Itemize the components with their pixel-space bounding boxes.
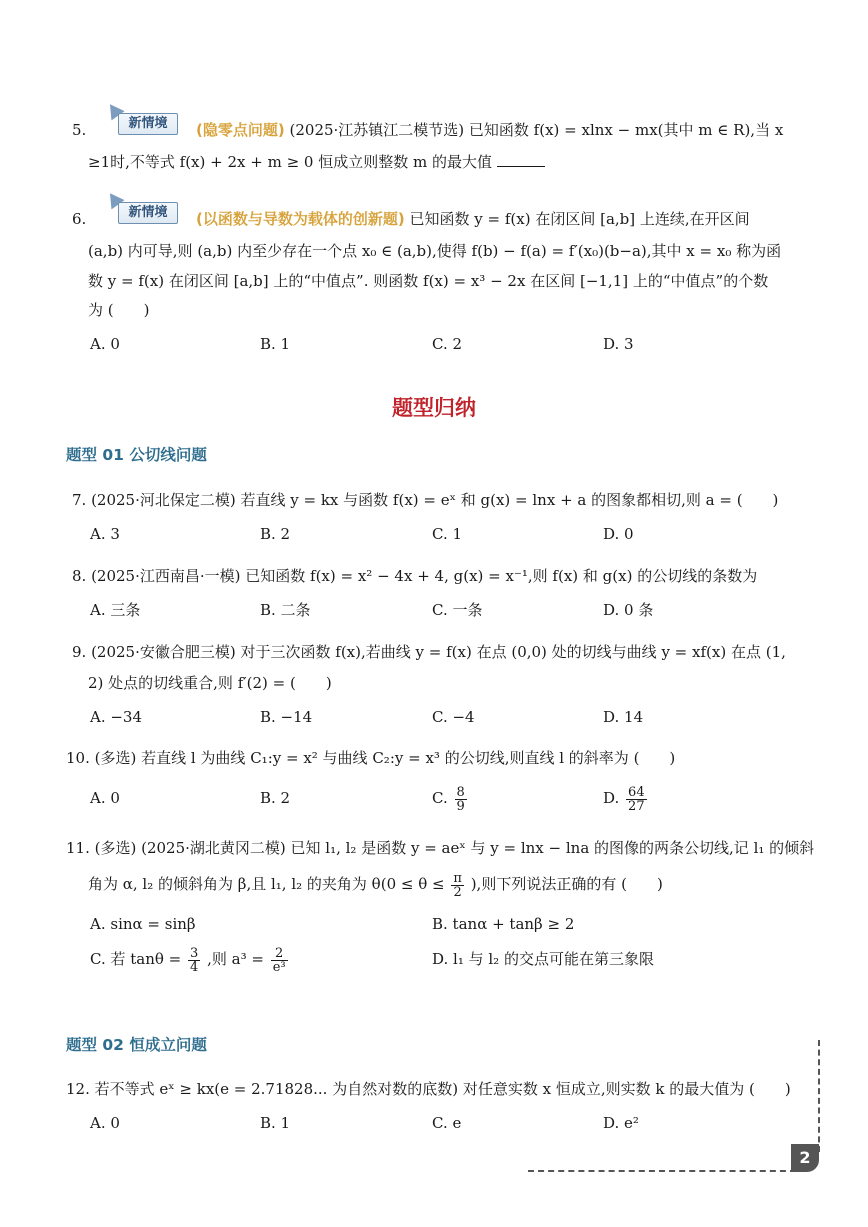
q6-line3: 数 y = f(x) 在闭区间 [a,b] 上的“中值点”. 则函数 f(x) = x³ − 2x 在区间 [−1,1] 上的“中值点”的个数 [88, 272, 769, 290]
q11-option-c-part2: ,则 a³ = [207, 950, 264, 968]
page-border-horizontal [528, 1170, 796, 1172]
denominator: e³ [272, 959, 286, 975]
q10-option-c-fraction [455, 786, 467, 813]
q6-line4: 为 ( ) [88, 301, 150, 319]
q10-option-a[interactable]: A. 0 [90, 789, 120, 807]
q10-option-d[interactable] [603, 778, 649, 818]
q9-option-a[interactable]: A. −34 [90, 708, 143, 726]
denominator: 2 [453, 884, 462, 900]
q10-option-d-fraction [626, 786, 647, 813]
q12-option-c[interactable]: C. e [432, 1114, 462, 1132]
q11-option-b[interactable]: B. tanα + tanβ ≥ 2 [432, 915, 575, 933]
denominator: 27 [628, 798, 645, 814]
q8-text: 8. (2025·江西南昌·一模) 已知函数 f(x) = x² − 4x + 4, g(x) = x⁻¹,则 f(x) 和 g(x) 的公切线的条数为 [72, 567, 758, 585]
numerator: π [453, 870, 462, 886]
q6-option-d[interactable]: D. 3 [603, 335, 634, 353]
q11-option-c-fraction1 [188, 947, 200, 974]
q8-option-d[interactable]: D. 0 条 [603, 601, 654, 619]
q6-option-b[interactable]: B. 1 [260, 335, 291, 353]
q10-option-d-label: D. [603, 789, 620, 807]
q11-option-c[interactable] [90, 939, 290, 979]
q10-option-b[interactable]: B. 2 [260, 789, 291, 807]
type-02-heading: 题型 02 恒成立问题 [66, 1036, 207, 1054]
q7-option-c[interactable]: C. 1 [432, 525, 463, 543]
q9-line1: 9. (2025·安徽合肥三模) 对于三次函数 f(x),若曲线 y = f(x) 在点 (0,0) 处的切线与曲线 y = xf(x) 在点 (1, [72, 643, 786, 661]
q6-option-c[interactable]: C. 2 [432, 335, 463, 353]
q11-option-c-part1: C. 若 tanθ = [90, 950, 182, 968]
q11-option-d[interactable]: D. l₁ 与 l₂ 的交点可能在第三象限 [432, 950, 654, 968]
q10-text: 10. (多选) 若直线 l 为曲线 C₁:y = x² 与曲线 C₂:y = x³ 的公切线,则直线 l 的斜率为 ( ) [66, 749, 676, 767]
numerator: 3 [190, 945, 199, 961]
badge-label: 新情境 [118, 113, 178, 135]
q6-tag: (以函数与导数为载体的创新题) [196, 210, 405, 228]
q6-text-line1 [196, 209, 750, 229]
q7-text: 7. (2025·河北保定二模) 若直线 y = kx 与函数 f(x) = eˣ 和 g(x) = lnx + a 的图象都相切,则 a = ( ) [72, 491, 779, 509]
q5-number: 5. [72, 121, 87, 139]
q9-option-b[interactable]: B. −14 [260, 708, 313, 726]
answer-blank[interactable] [497, 152, 545, 167]
q6-line1: 已知函数 y = f(x) 在闭区间 [a,b] 上连续,在开区间 [409, 210, 750, 228]
q11-line1: 11. (多选) (2025·湖北黄冈二模) 已知 l₁, l₂ 是函数 y = aeˣ 与 y = lnx − lna 的图像的两条公切线,记 l₁ 的倾斜 [66, 839, 815, 857]
q8-option-a[interactable]: A. 三条 [90, 601, 141, 619]
q8-option-c[interactable]: C. 一条 [432, 601, 483, 619]
q7-option-d[interactable]: D. 0 [603, 525, 634, 543]
q5-text-line2 [88, 152, 545, 172]
q11-line2a: 角为 α, l₂ 的倾斜角为 β,且 l₁, l₂ 的夹角为 θ(0 ≤ θ ≤ [88, 875, 445, 893]
q6-option-a[interactable]: A. 0 [90, 335, 120, 353]
q10-option-c[interactable] [432, 778, 469, 818]
q12-option-b[interactable]: B. 1 [260, 1114, 291, 1132]
q12-option-d[interactable]: D. e² [603, 1114, 639, 1132]
q10-option-c-label: C. [432, 789, 448, 807]
denominator: 9 [456, 798, 465, 814]
q12-text: 12. 若不等式 eˣ ≥ kx(e = 2.71828... 为自然对数的底数) 对任意实数 x 恒成立,则实数 k 的最大值为 ( ) [66, 1080, 791, 1098]
page-border-vertical [818, 1040, 820, 1152]
section-title: 题型归纳 [392, 396, 476, 420]
numerator: 64 [628, 784, 645, 800]
q8-option-b[interactable]: B. 二条 [260, 601, 311, 619]
badge-label: 新情境 [118, 202, 178, 224]
new-context-badge [104, 109, 176, 131]
type-01-heading: 题型 01 公切线问题 [66, 446, 207, 464]
q9-line2: 2) 处点的切线重合,则 f′(2) = ( ) [88, 674, 332, 692]
q6-number: 6. [72, 210, 87, 228]
q7-option-b[interactable]: B. 2 [260, 525, 291, 543]
q9-option-d[interactable]: D. 14 [603, 708, 644, 726]
q11-option-c-fraction2 [271, 947, 288, 974]
new-context-badge [104, 198, 176, 220]
q11-line2b: ),则下列说法正确的有 ( ) [470, 875, 663, 893]
q11-pi-fraction [451, 872, 464, 899]
q9-option-c[interactable]: C. −4 [432, 708, 475, 726]
q12-option-a[interactable]: A. 0 [90, 1114, 120, 1132]
q7-option-a[interactable]: A. 3 [90, 525, 120, 543]
q5-text-line1 [196, 120, 783, 140]
q5-line2: ≥1时,不等式 f(x) + 2x + m ≥ 0 恒成立则整数 m 的最大值 [88, 153, 492, 171]
q11-line2 [88, 864, 663, 904]
page-number: 2 [791, 1144, 819, 1172]
numerator: 2 [271, 947, 288, 961]
q5-tag: (隐零点问题) [196, 121, 285, 139]
q6-line2: (a,b) 内可导,则 (a,b) 内至少存在一个点 x₀ ∈ (a,b),使得 f(b) − f(a) = f′(x₀)(b−a),其中 x = x₀ 称为函 [88, 242, 782, 260]
q11-option-a[interactable]: A. sinα = sinβ [90, 915, 196, 933]
denominator: 4 [190, 959, 199, 975]
q5-line1: (2025·江苏镇江二模节选) 已知函数 f(x) = xlnx − mx(其中 m ∈ R),当 x [289, 121, 784, 139]
numerator: 8 [456, 784, 465, 800]
